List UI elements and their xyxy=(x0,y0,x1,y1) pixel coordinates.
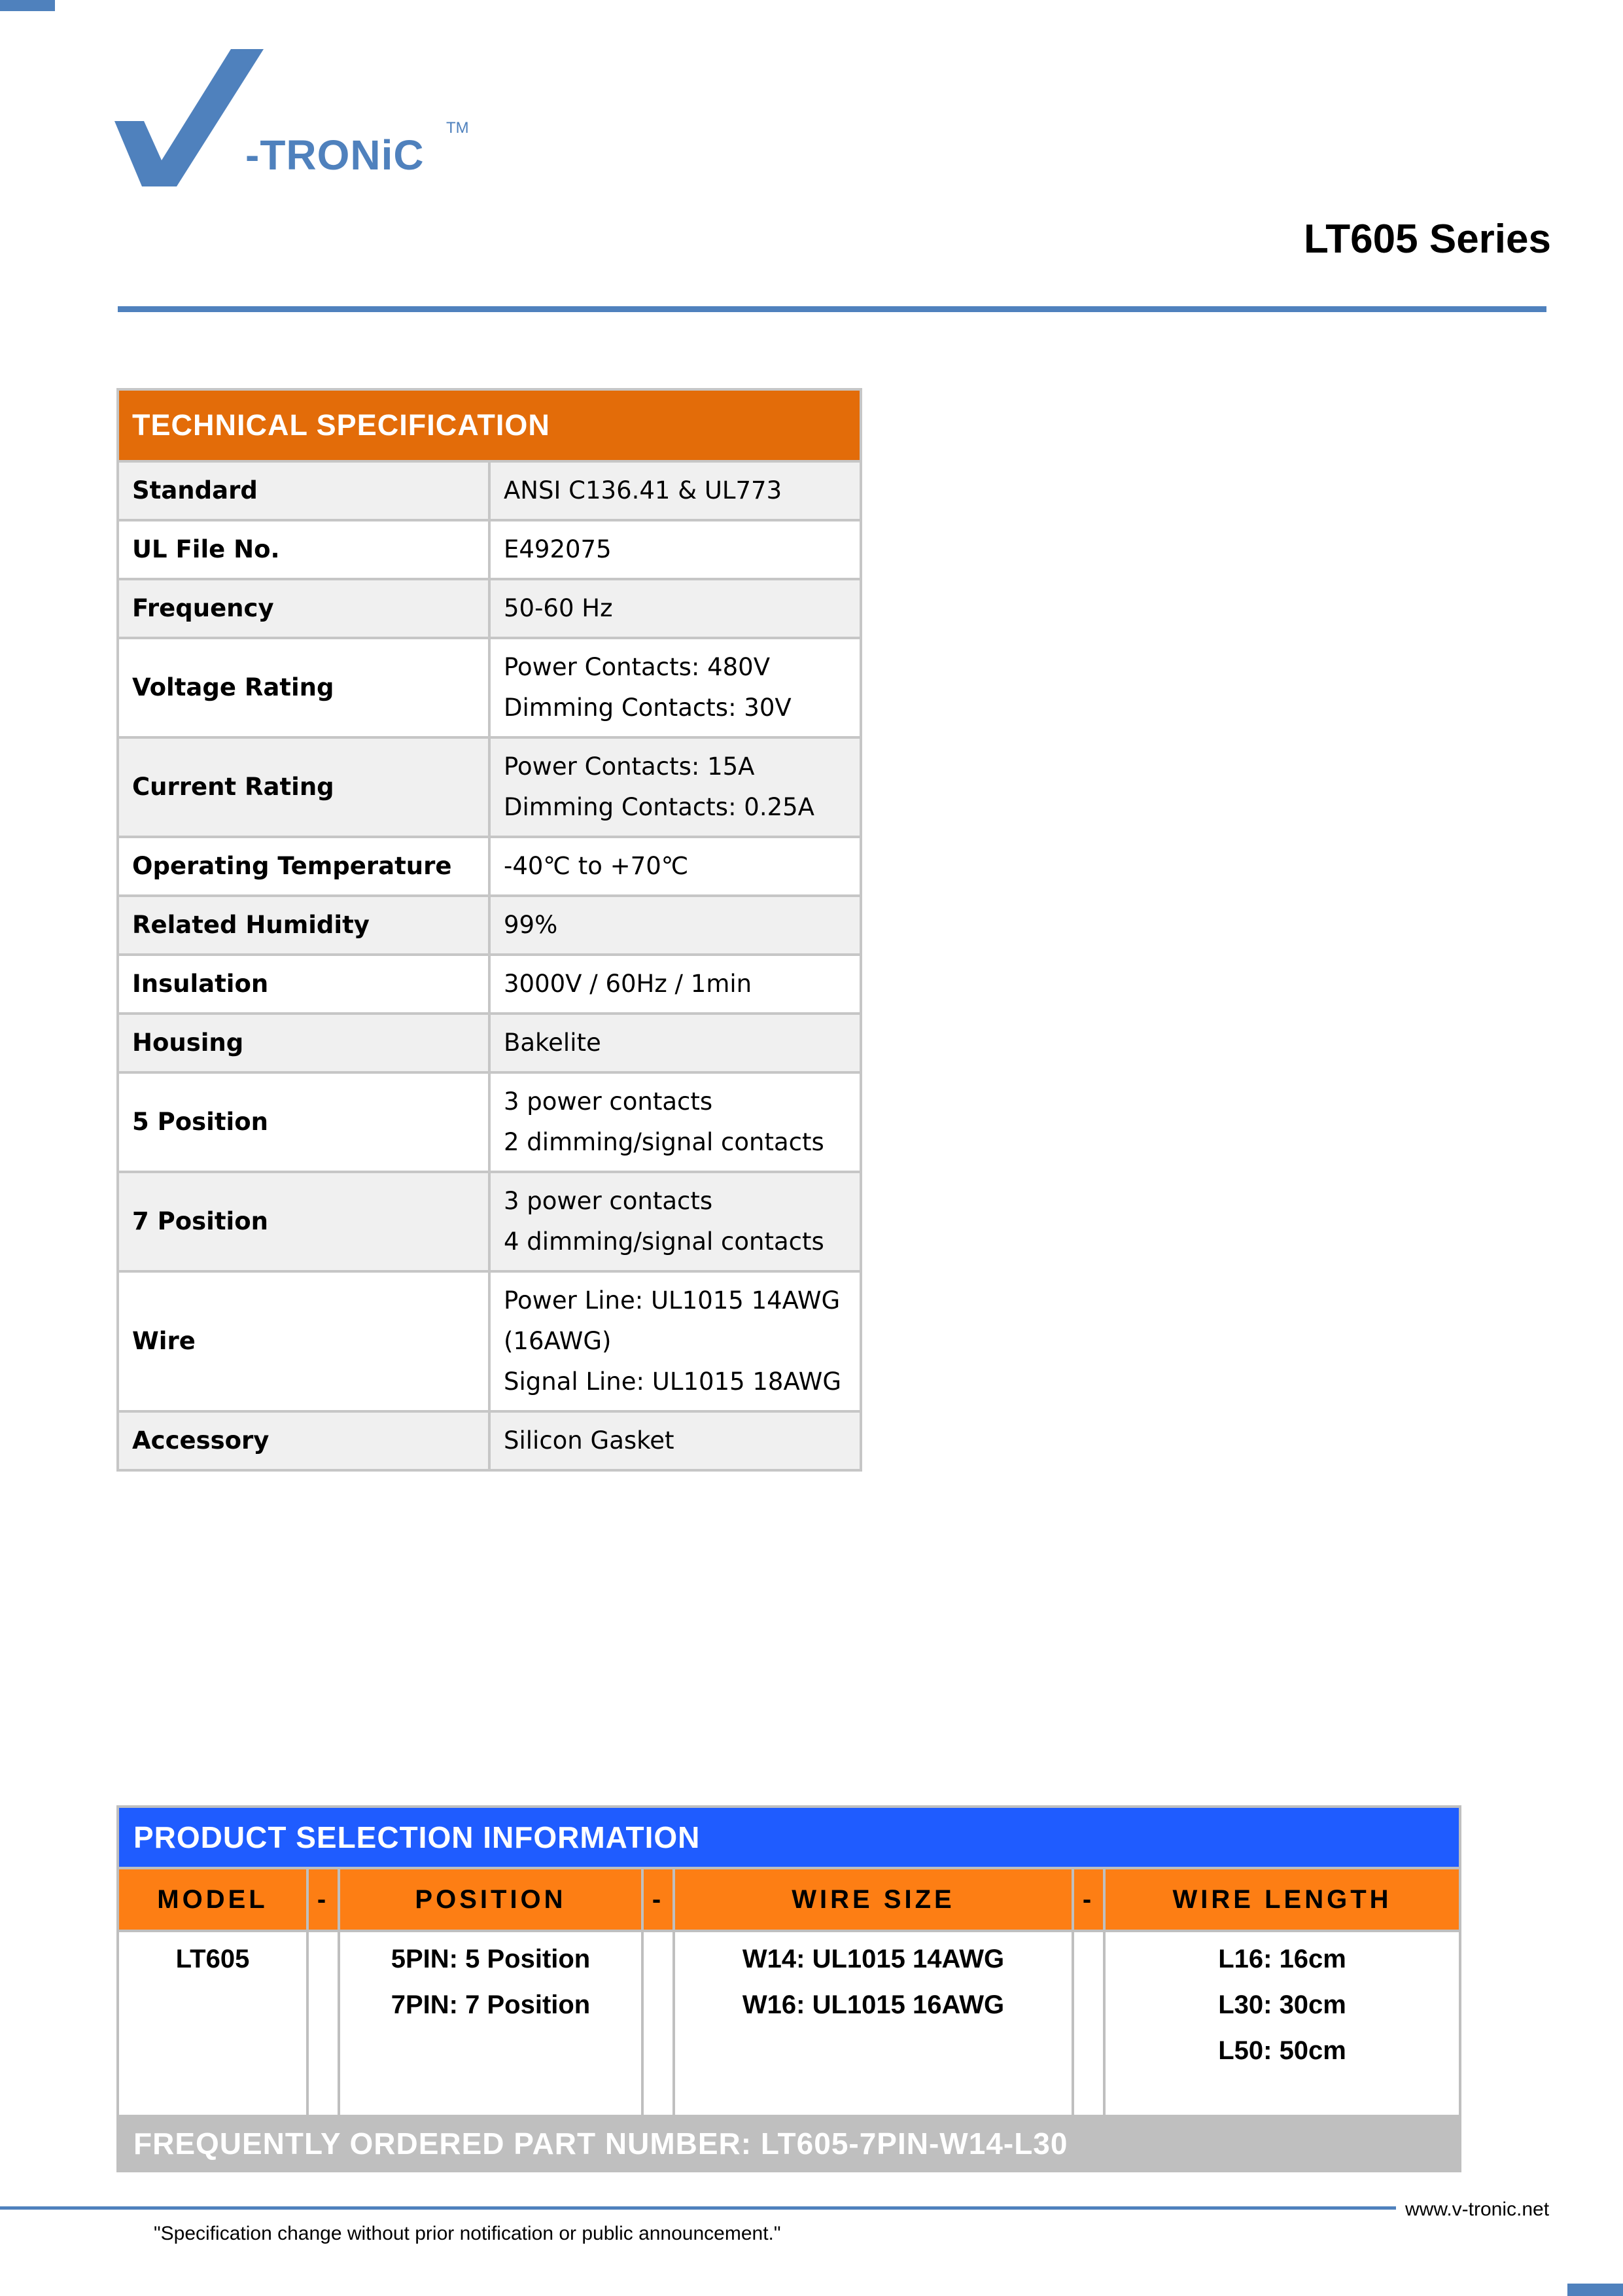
spec-value xyxy=(489,1411,861,1470)
corner-mark-top-left xyxy=(0,0,55,11)
spec-value-line: 2 dimming/signal contacts xyxy=(504,1128,824,1156)
logo-checkmark xyxy=(114,49,264,186)
footer-website-link[interactable]: www.v-tronic.net xyxy=(1405,2199,1550,2220)
selection-option: L50: 50cm xyxy=(1218,2036,1346,2065)
spec-row xyxy=(118,1271,861,1411)
spec-row xyxy=(118,579,861,638)
logo-wordmark: -TRONiC xyxy=(245,132,425,179)
selection-option: 5PIN: 5 Position xyxy=(391,1945,591,1973)
spec-value-line: Silicon Gasket xyxy=(504,1426,674,1455)
column-header-model: MODEL xyxy=(118,1868,307,1931)
spec-value xyxy=(489,461,861,520)
product-selection-table xyxy=(116,1805,1461,2172)
spec-value xyxy=(489,737,861,837)
spec-label: 5 Position xyxy=(118,1072,489,1172)
spec-label: Related Humidity xyxy=(118,896,489,955)
spec-value-line: 99% xyxy=(504,911,558,939)
spec-value-line: Bakelite xyxy=(504,1029,601,1057)
spec-value xyxy=(489,837,861,896)
spec-value xyxy=(489,579,861,638)
spec-value-line: 50-60 Hz xyxy=(504,594,613,622)
spec-label: Insulation xyxy=(118,955,489,1014)
separator-cell xyxy=(1073,1931,1104,2116)
spec-row xyxy=(118,837,861,896)
spec-row xyxy=(118,1172,861,1271)
frequently-ordered-part-number: FREQUENTLY ORDERED PART NUMBER: LT605-7PIN-W14-L30 xyxy=(118,2116,1460,2171)
spec-value xyxy=(489,520,861,579)
spec-label: 7 Position xyxy=(118,1172,489,1271)
spec-label: Accessory xyxy=(118,1411,489,1470)
spec-label: Wire xyxy=(118,1271,489,1411)
spec-table-body xyxy=(118,461,861,1470)
selection-options-row xyxy=(118,1931,1460,2116)
column-header-position: POSITION xyxy=(339,1868,642,1931)
spec-label: Voltage Rating xyxy=(118,638,489,737)
logo-trademark: TM xyxy=(446,119,469,137)
spec-label: Current Rating xyxy=(118,737,489,837)
spec-value-line: Signal Line: UL1015 18AWG xyxy=(504,1368,841,1396)
spec-row xyxy=(118,1411,861,1470)
column-header-wire-length: WIRE LENGTH xyxy=(1104,1868,1460,1931)
spec-value-line: Power Contacts: 15A xyxy=(504,752,755,781)
spec-value xyxy=(489,638,861,737)
spec-label: UL File No. xyxy=(118,520,489,579)
spec-row xyxy=(118,896,861,955)
wire-length-options xyxy=(1104,1931,1460,2116)
spec-table-title: TECHNICAL SPECIFICATION xyxy=(118,389,861,461)
spec-row xyxy=(118,955,861,1014)
spec-row xyxy=(118,638,861,737)
spec-value xyxy=(489,896,861,955)
spec-label: Frequency xyxy=(118,579,489,638)
selection-option: L30: 30cm xyxy=(1218,1990,1346,2019)
spec-row xyxy=(118,1072,861,1172)
model-options xyxy=(118,1931,307,2116)
selection-table-title: PRODUCT SELECTION INFORMATION xyxy=(118,1807,1460,1868)
spec-row xyxy=(118,1014,861,1072)
spec-value-line: E492075 xyxy=(504,535,612,563)
selection-header-row xyxy=(118,1868,1460,1931)
spec-label: Operating Temperature xyxy=(118,837,489,896)
wire-size-options xyxy=(674,1931,1073,2116)
spec-value-line: Power Line: UL1015 14AWG (16AWG) xyxy=(504,1286,841,1355)
footer-disclaimer: "Specification change without prior notification or public announcement." xyxy=(154,2223,781,2244)
spec-value-line: ANSI C136.41 & UL773 xyxy=(504,476,782,504)
spec-row xyxy=(118,461,861,520)
technical-specification-table xyxy=(116,388,862,1472)
spec-label: Standard xyxy=(118,461,489,520)
column-header-wire-size: WIRE SIZE xyxy=(674,1868,1073,1931)
column-separator: - xyxy=(307,1868,339,1931)
header-divider xyxy=(118,306,1546,312)
spec-value-line: Power Contacts: 480V xyxy=(504,653,771,681)
spec-row xyxy=(118,520,861,579)
spec-value-line: -40℃ to +70℃ xyxy=(504,852,689,880)
selection-option: L16: 16cm xyxy=(1218,1945,1346,1973)
spec-value-line: 3 power contacts xyxy=(504,1187,713,1215)
column-separator: - xyxy=(642,1868,674,1931)
spec-value-line: 3000V / 60Hz / 1min xyxy=(504,970,752,998)
spec-value-line: Dimming Contacts: 30V xyxy=(504,694,792,722)
separator-cell xyxy=(307,1931,339,2116)
selection-option: W16: UL1015 16AWG xyxy=(742,1990,1005,2019)
position-options xyxy=(339,1931,642,2116)
corner-mark-bottom-right xyxy=(1567,2284,1623,2296)
spec-value-line: 4 dimming/signal contacts xyxy=(504,1227,824,1256)
spec-row xyxy=(118,737,861,837)
spec-label: Housing xyxy=(118,1014,489,1072)
column-separator: - xyxy=(1073,1868,1104,1931)
spec-value xyxy=(489,955,861,1014)
spec-value-line: 3 power contacts xyxy=(504,1087,713,1116)
separator-cell xyxy=(642,1931,674,2116)
page-title: LT605 Series xyxy=(1304,217,1551,262)
selection-option: 7PIN: 7 Position xyxy=(391,1990,591,2019)
spec-value xyxy=(489,1072,861,1172)
spec-value-line: Dimming Contacts: 0.25A xyxy=(504,793,814,821)
spec-value xyxy=(489,1271,861,1411)
selection-option: LT605 xyxy=(175,1945,250,1973)
spec-value xyxy=(489,1172,861,1271)
footer-divider xyxy=(0,2206,1396,2210)
spec-value xyxy=(489,1014,861,1072)
selection-option: W14: UL1015 14AWG xyxy=(742,1945,1005,1973)
